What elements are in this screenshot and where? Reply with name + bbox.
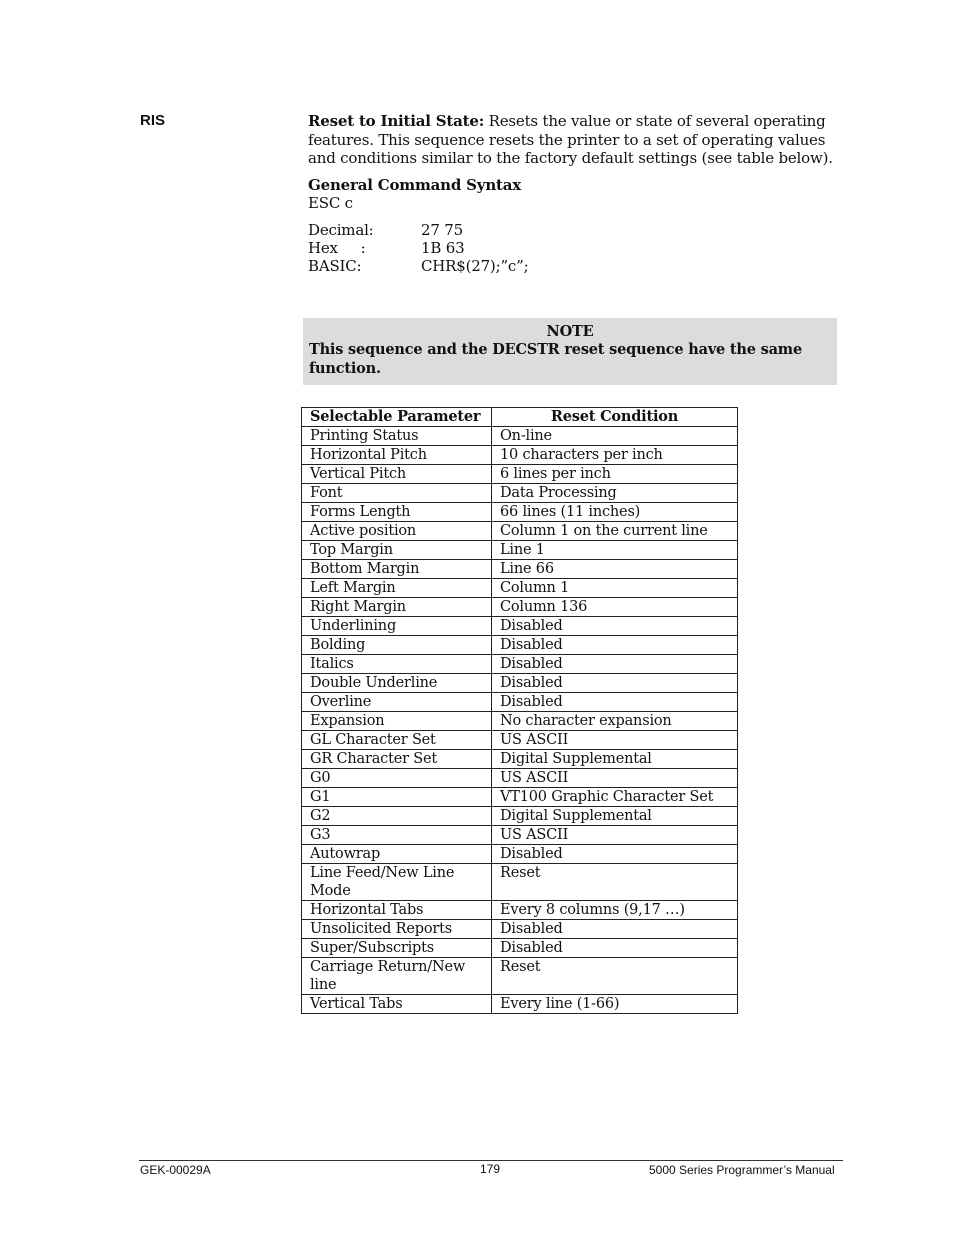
parameter-cell: Bottom Margin: [302, 560, 492, 579]
code-key: Decimal:: [308, 220, 374, 239]
parameter-cell: G3: [302, 826, 492, 845]
note-box: [303, 318, 837, 385]
parameter-cell: Active position: [302, 522, 492, 541]
table-body: [302, 427, 738, 1014]
table-row: [302, 750, 738, 769]
footer-manual-title: 5000 Series Programmer’s Manual: [649, 1163, 835, 1177]
footer-divider: [139, 1160, 843, 1161]
condition-cell: Column 1: [492, 579, 738, 598]
code-value: CHR$(27);”c”;: [421, 256, 529, 275]
condition-cell: Data Processing: [492, 484, 738, 503]
condition-cell: US ASCII: [492, 731, 738, 750]
condition-cell: On-line: [492, 427, 738, 446]
column-header-condition: Reset Condition: [492, 408, 738, 427]
condition-cell: Disabled: [492, 636, 738, 655]
column-header-parameter: Selectable Parameter: [302, 408, 492, 427]
command-description-block: [308, 112, 843, 275]
condition-cell: Column 1 on the current line: [492, 522, 738, 541]
parameter-cell: Top Margin: [302, 541, 492, 560]
condition-cell: Disabled: [492, 655, 738, 674]
parameter-cell: Overline: [302, 693, 492, 712]
parameter-cell: Underlining: [302, 617, 492, 636]
condition-cell: Line 1: [492, 541, 738, 560]
condition-cell: Disabled: [492, 693, 738, 712]
condition-cell: Disabled: [492, 617, 738, 636]
condition-cell: Column 136: [492, 598, 738, 617]
command-description: [308, 112, 843, 168]
table-row: [302, 484, 738, 503]
condition-cell: 10 characters per inch: [492, 446, 738, 465]
code-key: Hex :: [308, 238, 366, 257]
syntax-sequence: ESC c: [308, 193, 353, 212]
parameter-cell: Font: [302, 484, 492, 503]
table-row: [302, 693, 738, 712]
condition-cell: 66 lines (11 inches): [492, 503, 738, 522]
condition-cell: Line 66: [492, 560, 738, 579]
parameter-cell: Expansion: [302, 712, 492, 731]
parameter-cell: Vertical Tabs: [302, 995, 492, 1014]
condition-cell: VT100 Graphic Character Set: [492, 788, 738, 807]
table-row: [302, 655, 738, 674]
parameter-cell: Bolding: [302, 636, 492, 655]
parameter-cell: Autowrap: [302, 845, 492, 864]
table-row: [302, 712, 738, 731]
parameter-cell: G2: [302, 807, 492, 826]
footer-page-number: 179: [480, 1162, 501, 1176]
table-row: [302, 560, 738, 579]
condition-cell: Disabled: [492, 939, 738, 958]
table-row: [302, 465, 738, 484]
parameter-cell: Horizontal Tabs: [302, 901, 492, 920]
table-row: [302, 939, 738, 958]
table-row: [302, 579, 738, 598]
table-row: [302, 541, 738, 560]
table-row: [302, 807, 738, 826]
condition-cell: Every 8 columns (9,17 …): [492, 901, 738, 920]
code-key: BASIC:: [308, 256, 362, 275]
table-row: [302, 427, 738, 446]
condition-cell: US ASCII: [492, 826, 738, 845]
condition-cell: 6 lines per inch: [492, 465, 738, 484]
condition-cell: Disabled: [492, 845, 738, 864]
parameter-cell: Vertical Pitch: [302, 465, 492, 484]
syntax-title: General Command Syntax: [308, 175, 522, 194]
note-text: This sequence and the DECSTR reset sequence have the same function.: [309, 341, 802, 377]
code-row-basic: [308, 257, 843, 275]
table-row: [302, 788, 738, 807]
parameter-cell: GR Character Set: [302, 750, 492, 769]
table-row: [302, 901, 738, 920]
table-row: [302, 958, 738, 995]
parameter-cell: Printing Status: [302, 427, 492, 446]
code-row-hex: [308, 239, 843, 257]
condition-cell: Reset: [492, 958, 738, 995]
condition-cell: Every line (1-66): [492, 995, 738, 1014]
table-row: [302, 503, 738, 522]
parameter-cell: Italics: [302, 655, 492, 674]
table-row: [302, 522, 738, 541]
table-row: [302, 617, 738, 636]
table-header-row: [302, 408, 738, 427]
command-name: RIS: [140, 112, 166, 129]
table-row: [302, 674, 738, 693]
parameter-cell: Horizontal Pitch: [302, 446, 492, 465]
table-row: [302, 446, 738, 465]
table-row: [302, 845, 738, 864]
parameter-cell: Forms Length: [302, 503, 492, 522]
parameter-cell: G0: [302, 769, 492, 788]
table-row: [302, 598, 738, 617]
note-title: NOTE: [546, 323, 594, 340]
condition-cell: Reset: [492, 864, 738, 901]
table-row: [302, 864, 738, 901]
parameter-cell: Unsolicited Reports: [302, 920, 492, 939]
table-row: [302, 995, 738, 1014]
parameter-cell: Carriage Return/New line: [302, 958, 492, 995]
code-row-decimal: [308, 221, 843, 239]
condition-cell: Disabled: [492, 674, 738, 693]
condition-cell: Digital Supplemental: [492, 750, 738, 769]
code-value: 27 75: [421, 220, 463, 239]
parameter-cell: Right Margin: [302, 598, 492, 617]
parameter-cell: Super/Subscripts: [302, 939, 492, 958]
code-value: 1B 63: [421, 238, 465, 257]
condition-cell: No character expansion: [492, 712, 738, 731]
parameter-cell: G1: [302, 788, 492, 807]
parameter-cell: Left Margin: [302, 579, 492, 598]
footer-doc-id: GEK-00029A: [140, 1163, 211, 1177]
table-row: [302, 826, 738, 845]
syntax-codes: [308, 221, 843, 275]
table-row: [302, 769, 738, 788]
table-row: [302, 731, 738, 750]
parameter-cell: Line Feed/New Line Mode: [302, 864, 492, 901]
parameter-cell: GL Character Set: [302, 731, 492, 750]
command-heading: Reset to Initial State:: [308, 112, 485, 130]
table-row: [302, 636, 738, 655]
condition-cell: Digital Supplemental: [492, 807, 738, 826]
table-row: [302, 920, 738, 939]
parameter-cell: Double Underline: [302, 674, 492, 693]
command-description-text: Resets the value or state of several operating features. This sequence resets the printer to a set of operating values and conditions similar to the factory default settings (see table below).: [308, 112, 833, 167]
condition-cell: Disabled: [492, 920, 738, 939]
reset-parameters-table: [301, 407, 738, 1014]
condition-cell: US ASCII: [492, 769, 738, 788]
